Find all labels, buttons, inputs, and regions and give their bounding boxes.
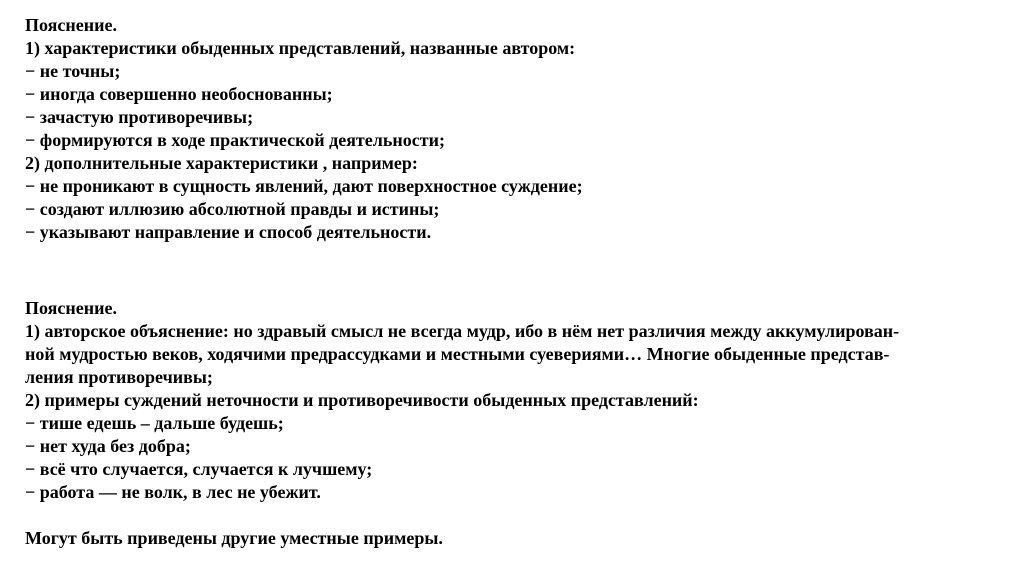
text-line: − всё что случается, случается к лучшему; <box>25 459 373 479</box>
text-line: − работа — не волк, в лес не убежит. <box>25 482 321 502</box>
text-line: ной мудростью веков, ходячими предрассудками и местными суевериями… Многие обыденные представ- <box>25 344 890 364</box>
section-title: Пояснение. <box>25 298 117 318</box>
text-line: − создают иллюзию абсолютной правды и истины; <box>25 199 440 219</box>
text-line: − нет худа без добра; <box>25 436 191 456</box>
text-line: Могут быть приведены другие уместные примеры. <box>25 528 443 548</box>
text-line: − не точны; <box>25 61 121 81</box>
text-line: − указывают направление и способ деятельности. <box>25 222 432 242</box>
explanation-section-1 <box>25 14 1014 244</box>
text-line: ления противоречивы; <box>25 367 213 387</box>
section-title: Пояснение. <box>25 15 117 35</box>
explanation-section-2 <box>25 297 1014 504</box>
text-line: − не проникают в сущность явлений, дают поверхностное суждение; <box>25 176 583 196</box>
text-line: − иногда совершенно необоснованны; <box>25 84 333 104</box>
text-line: − тише едешь – дальше будешь; <box>25 413 284 433</box>
text-line: 1) авторское объяснение: но здравый смысл не всегда мудр, ибо в нём нет различия между аккумулирован- <box>25 321 900 341</box>
text-line: 2) примеры суждений неточности и противоречивости обыденных представлений: <box>25 390 699 410</box>
text-line: 2) дополнительные характеристики , например: <box>25 153 418 173</box>
text-line: − зачастую противоречивы; <box>25 107 254 127</box>
text-line: 1) характеристики обыденных представлений, названные автором: <box>25 38 576 58</box>
text-line: − формируются в ходе практической деятельности; <box>25 130 445 150</box>
footer-note <box>25 527 1014 550</box>
